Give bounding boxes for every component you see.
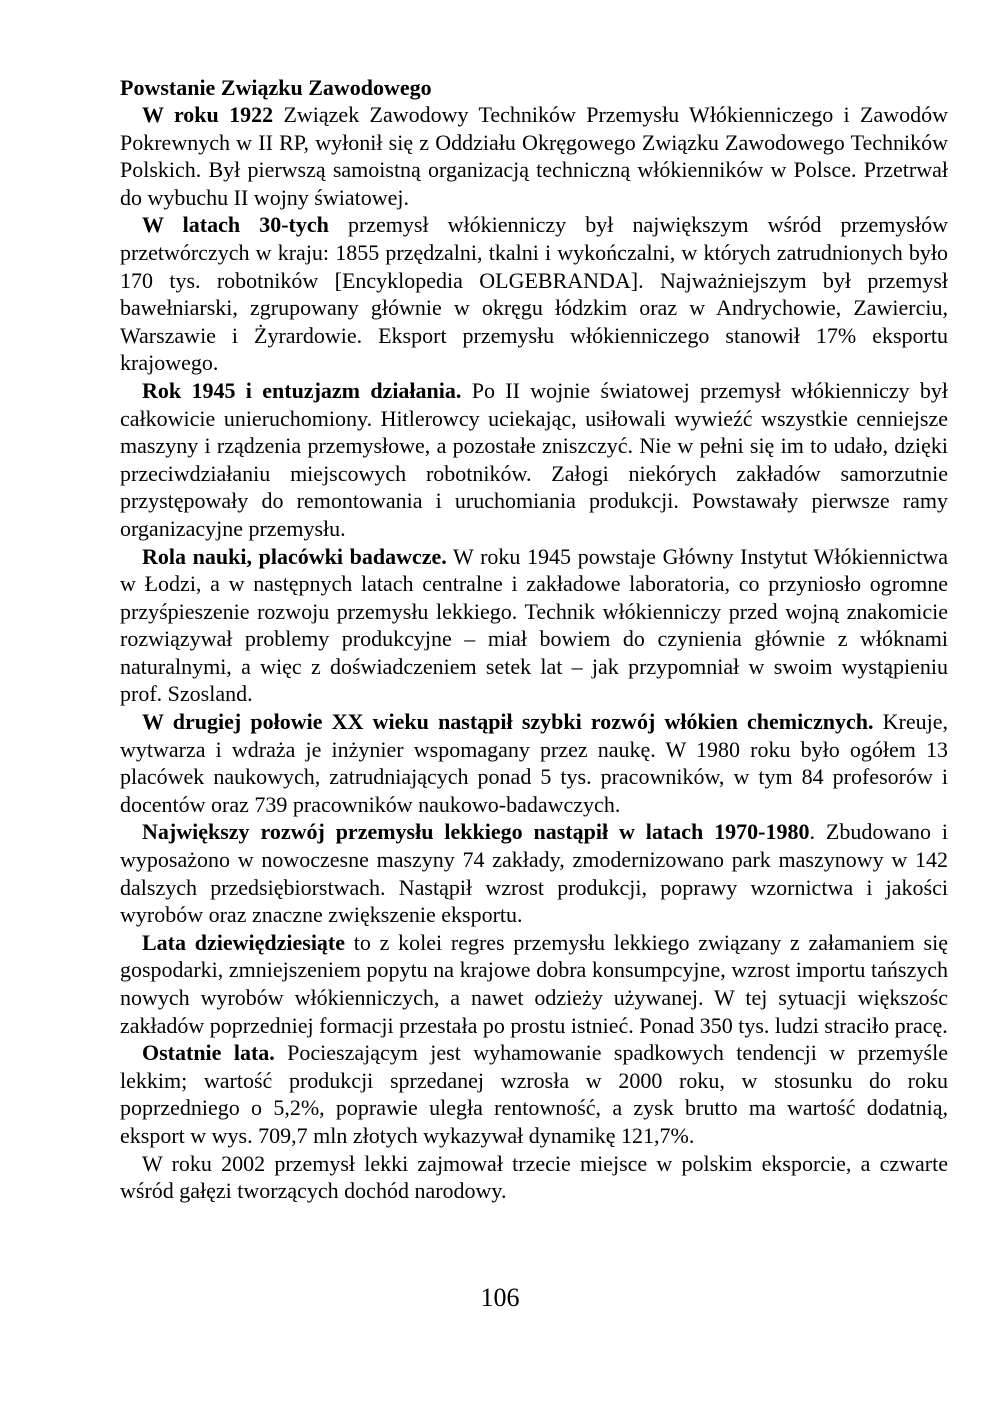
page-number: 106 <box>480 1283 520 1312</box>
paragraph-lead: Lata dziewiędziesiąte <box>142 929 346 955</box>
paragraph-body: przemysł włókienniczy był największym wśród przemysłów przetwórczych w kraju: 1855 przędzalni, tkalni i wykończalni, w których zatrudnionych było 170 tys. robotników [Encyklopedia OLGEBRANDA]. Najważniejszym był przemysł bawełniarski, zgrupowany głównie w okręgu łódzkim oraz w Andrychowie, Zawierciu, Warszawie i Żyrardowie. Eksport przemysłu włókienniczego stanowił 17% eksportu krajowego. <box>120 212 948 376</box>
paragraph-body: Związek Zawodowy Techników Przemysłu Włókienniczego i Zawodów Pokrewnych w II RP, wyłonił się z Oddziału Okręgowego Związku Zawodowego Techników Polskich. Był pierwszą samoistną organizacją techniczną włókienników w Polsce. Przetrwał do wybuchu II wojny światowej. <box>120 102 948 210</box>
paragraph-1970-1980 <box>120 818 948 928</box>
paragraph-1930s <box>120 211 948 377</box>
paragraph-body: W roku 1945 powstaje Główny Instytut Włókiennictwa w Łodzi, a w następnych latach centralne i zakładowe laboratoria, co przyniosło ogromne przyśpieszenie rozwoju przemysłu lekkiego. Technik włókienniczy przed wojną znakomicie rozwiązywał problemy produkcyjne – miał bowiem do czynienia głównie z włóknami naturalnymi, a więc z doświadczeniem setek lat – jak przypomniał w swoim wystąpieniu prof. Szosland. <box>120 543 948 707</box>
paragraph-lead: W latach 30-tych <box>142 212 329 238</box>
paragraph-lead: Największy rozwój przemysłu lekkiego nastąpił w latach 1970-1980 <box>142 819 810 845</box>
paragraph-body: Kreuje, wytwarza i wdraża je inżynier wspomagany przez naukę. W 1980 roku było ogółem 13 placówek naukowych, zatrudniających ponad 5 tys. pracowników, w tym 84 profesorów i docentów oraz 739 pracowników naukowo-badawczych. <box>120 709 948 817</box>
paragraph-body: Po II wojnie światowej przemysł włókienniczy był całkowicie unieruchomiony. Hitlerowcy uciekając, usiłowali wywieźć wszystkie cenniejsze maszyny i rządzenia przemysłowe, a pozostałe zniszczyć. Nie w pełni się im to udało, dzięki przeciwdziałaniu miejscowych robotników. Załogi niekórych zakładów samorzutnie przystępowały do remontowania i uruchomiania produkcji. Powstawały pierwsze ramy organizacyjne przemysłu. <box>120 377 948 541</box>
paragraph-body: . Zbudowano i wyposażono w nowoczesne maszyny 74 zakłady, zmodernizowano park maszynowy w 142 dalszych przedsiębiorstwach. Nastąpił wzrost produkcji, poprawy wzornictwa i jakości wyrobów oraz znaczne zwiększenie eksportu. <box>120 819 948 928</box>
paragraph-recent-years <box>120 1039 948 1149</box>
paragraph-1922 <box>120 101 948 211</box>
paragraph-1990s <box>120 929 948 1039</box>
paragraph-lead: Rola nauki, placówki badawcze. <box>142 543 447 569</box>
paragraph-lead: W drugiej połowie XX wieku nastąpił szybki rozwój włókien chemicznych. <box>142 709 874 735</box>
paragraph-lead: W roku 1922 <box>142 102 274 127</box>
paragraph-2002 <box>120 1150 948 1205</box>
paragraph-lead: Rok 1945 i entuzjazm działania. <box>142 377 462 403</box>
paragraph-body: to z kolei regres przemysłu lekkiego związany z załamaniem się gospodarki, zmniejszeniem popytu na krajowe dobra konsumpcyjne, wzrost importu tańszych nowych wyrobów włókienniczych, a nawet odzieży używanej. W tej sytuacji większośc zakładów poprzedniej formacji przestała po prostu istnieć. Ponad 350 tys. ludzi straciło pracę. <box>120 929 948 1038</box>
section-heading: Powstanie Związku Zawodowego <box>120 75 432 100</box>
paragraph-body: Pocieszającym jest wyhamowanie spadkowych tendencji w przemyśle lekkim; wartość produkcji sprzedanej wzrosła w 2000 roku, w stosunku do roku poprzedniego o 5,2%, poprawie uległa rentowność, a zysk brutto ma wartość dodatnią, eksport w wys. 709,7 mln złotych wykazywał dynamikę 121,7%. <box>120 1040 948 1148</box>
paragraph-lead: Ostatnie lata. <box>142 1040 275 1066</box>
paragraph-science <box>120 543 948 709</box>
document-page <box>120 74 948 1205</box>
paragraph-body: W roku 2002 przemysł lekki zajmował trzecie miejsce w polskim eksporcie, a czwarte wśród gałęzi tworzących dochód narodowy. <box>120 1150 948 1204</box>
paragraph-chemical-fibers <box>120 708 948 818</box>
paragraph-1945 <box>120 377 948 543</box>
